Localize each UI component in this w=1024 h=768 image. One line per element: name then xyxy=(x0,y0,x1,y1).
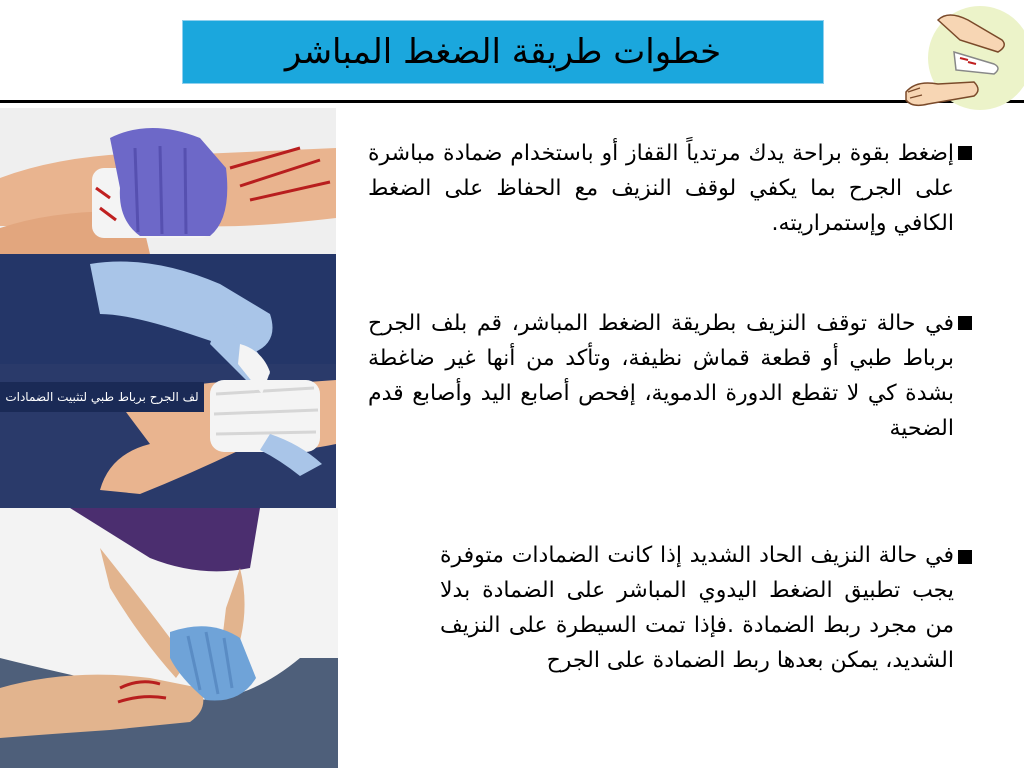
square-bullet-icon xyxy=(958,146,972,160)
title-divider xyxy=(0,100,1024,103)
bandaged-wrist-clipart-icon xyxy=(898,0,1024,118)
photo-caption-text: لف الجرح برباط طبي لتثبيت الضمادات xyxy=(5,390,199,404)
illustration-pressing-leg-wound xyxy=(0,508,338,768)
square-bullet-icon xyxy=(958,316,972,330)
bullet-text-2: في حالة توقف النزيف بطريقة الضغط المباشر، قم بلف الجرح برباط طبي أو قطعة قماش نظيفة، وتأكد من أنها غير ضاغطة بشدة كي لا تقطع الدورة الدموية، إفحص أصابع اليد وأصابع قدم الضحية xyxy=(368,311,954,441)
photo-wrapping-bandage xyxy=(0,254,336,508)
bullet-text-1: إضغط بقوة براحة يدك مرتدياً القفاز أو باستخدام ضمادة مباشرة على الجرح بما يكفي لوقف النزيف مع الحفاظ على الضغط الكافي وإستمراريته. xyxy=(368,141,954,236)
slide-title-banner xyxy=(182,20,824,84)
photo-glove-pressing-wound xyxy=(0,108,336,254)
square-bullet-icon xyxy=(958,550,972,564)
slide-title: خطوات طريقة الضغط المباشر xyxy=(284,32,722,72)
bullet-text-3: في حالة النزيف الحاد الشديد إذا كانت الضمادات متوفرة يجب تطبيق الضغط اليدوي المباشر على الضمادة بدلا من مجرد ربط الضمادة .فإذا تمت السيطرة على النزيف الشديد، يمكن بعدها ربط الضمادة على الجرح xyxy=(440,543,954,673)
photo-caption-bar xyxy=(0,382,204,412)
